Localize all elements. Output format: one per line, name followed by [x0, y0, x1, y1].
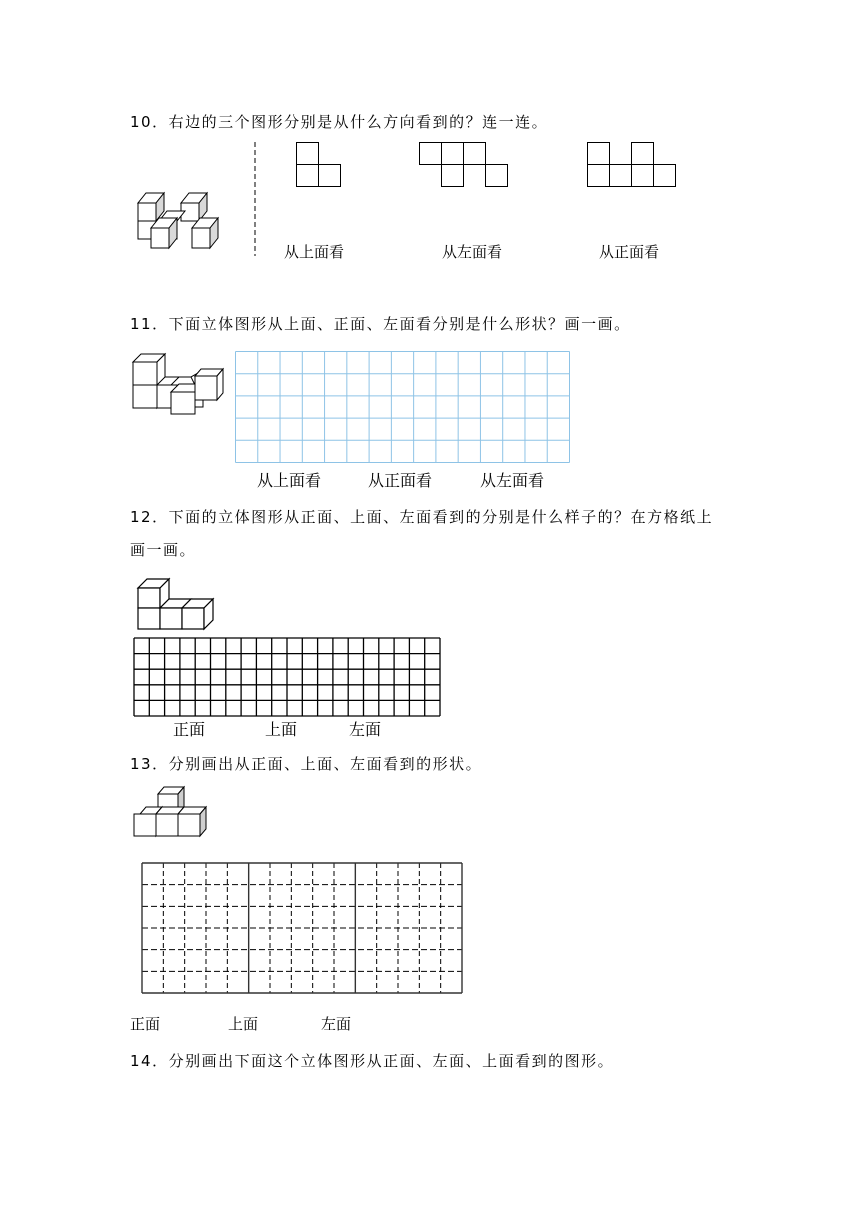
q10-label-front: 从正面看 [599, 243, 660, 261]
q10-view-shape-1 [296, 142, 344, 190]
q13-label-front: 正面 [130, 1015, 161, 1033]
question-12-line-2: 画一画。 [130, 541, 197, 559]
q12-label-front: 正面 [173, 720, 206, 739]
question-12-line-1: 12．下面的立体图形从正面、上面、左面看到的分别是什么样子的？在方格纸上 [130, 508, 714, 526]
q11-blue-grid [235, 351, 570, 463]
question-10: 10．右边的三个图形分别是从什么方向看到的？连一连。 [130, 113, 549, 131]
q12-cube-figure [136, 576, 236, 634]
q10-view-shape-3 [587, 142, 679, 190]
q13-label-left: 左面 [321, 1015, 352, 1033]
q13-cube-figure [132, 785, 212, 841]
q10-view-shape-2 [419, 142, 511, 190]
question-13: 13．分别画出从正面、上面、左面看到的形状。 [130, 755, 483, 773]
q12-label-top: 上面 [265, 720, 298, 739]
question-14: 14．分别画出下面这个立体图形从正面、左面、上面看到的图形。 [130, 1052, 615, 1070]
q10-label-top: 从上面看 [284, 243, 345, 261]
q11-label-left: 从左面看 [480, 471, 545, 490]
q11-label-front: 从正面看 [368, 471, 433, 490]
question-11: 11．下面立体图形从上面、正面、左面看分别是什么形状？画一画。 [130, 315, 631, 333]
q11-label-top: 从上面看 [257, 471, 322, 490]
q13-dashed-grid [141, 862, 463, 994]
q10-label-left: 从左面看 [442, 243, 503, 261]
q10-cube-figure [133, 188, 233, 258]
q12-label-left: 左面 [349, 720, 382, 739]
q11-cube-figure [131, 352, 231, 412]
q12-black-grid [133, 637, 441, 717]
q13-label-top: 上面 [228, 1015, 259, 1033]
q10-dashed-divider [253, 142, 257, 256]
